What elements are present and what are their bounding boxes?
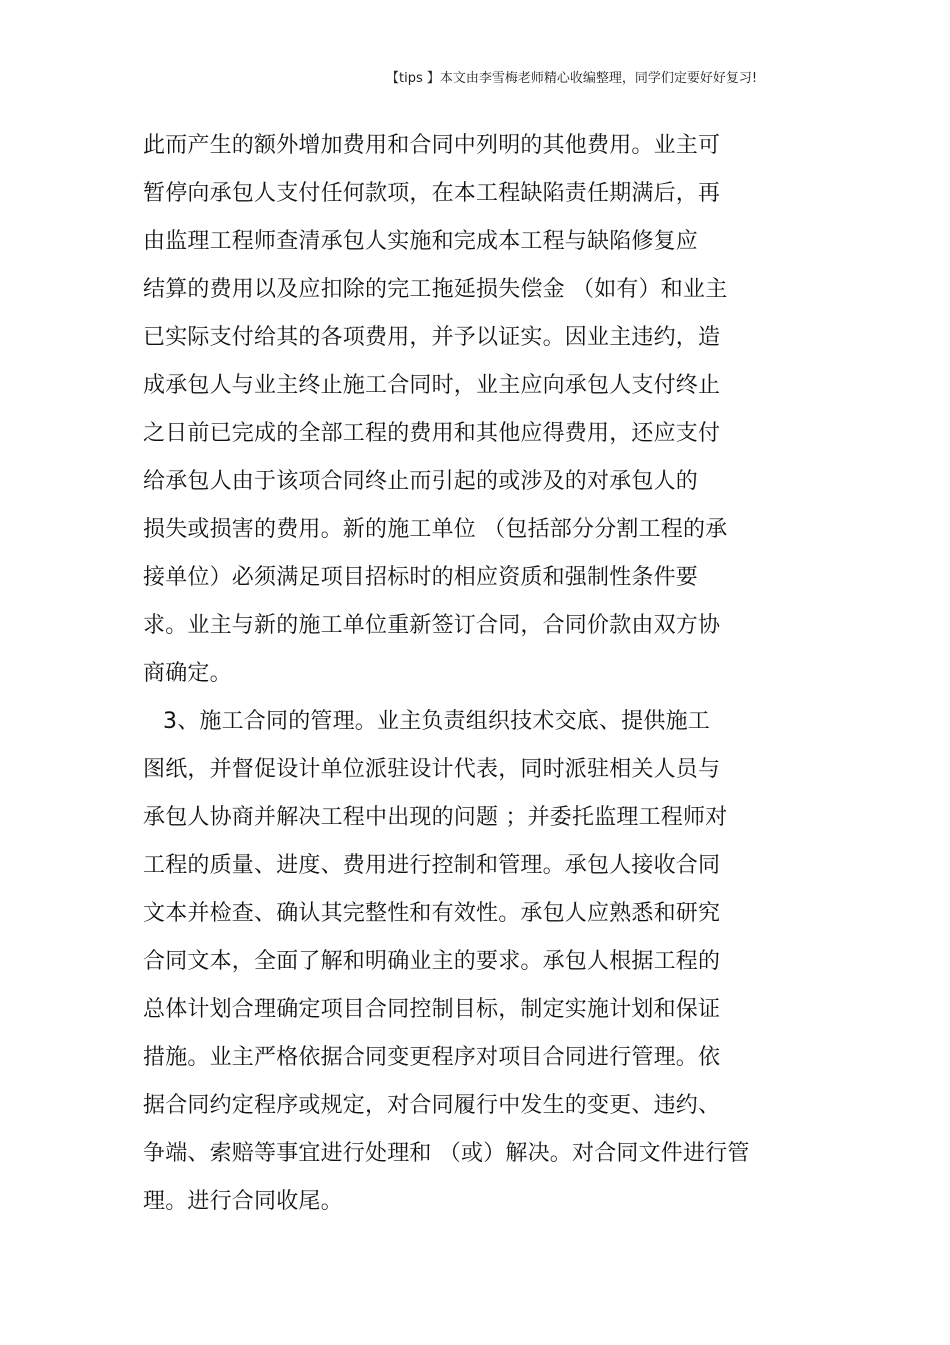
text-line: 已实际支付给其的各项费用，并予以证实。因业主违约，造 [143, 325, 721, 350]
text-line: 据合同约定程序或规定，对合同履行中发生的变更、违约、 [143, 1093, 721, 1118]
text-line: 损失或损害的费用。新的施工单位 （包括部分分割工程的承 [143, 517, 728, 542]
text-line: 争端、索赔等事宜进行处理和 （或）解决。对合同文件进行管 [143, 1141, 750, 1166]
text-line: 理。进行合同收尾。 [143, 1189, 343, 1214]
text-line: 文本并检查、确认其完整性和有效性。承包人应熟悉和研究 [143, 901, 721, 926]
text-line: 暂停向承包人支付任何款项，在本工程缺陷责任期满后，再 [143, 181, 721, 206]
text-line: 结算的费用以及应扣除的完工拖延损失偿金 （如有）和业主 [143, 277, 728, 302]
text-line: 接单位）必须满足项目招标时的相应资质和强制性条件要 [143, 565, 699, 590]
text-line: 承包人协商并解决工程中出现的问题 ；并委托监理工程师对 [143, 805, 728, 830]
text-line: 工程的质量、进度、费用进行控制和管理。承包人接收合同 [143, 853, 721, 878]
header-tip: 【tips 】本文由李雪梅老师精心收编整理，同学们定要好好复习! [386, 71, 758, 86]
document-body [143, 126, 793, 1230]
text-line: 总体计划合理确定项目合同控制目标，制定实施计划和保证 [143, 997, 721, 1022]
text-line: 措施。业主严格依据合同变更程序对项目合同进行管理。依 [143, 1045, 721, 1070]
text-line: 之日前已完成的全部工程的费用和其他应得费用，还应支付 [143, 421, 721, 446]
text-line: 给承包人由于该项合同终止而引起的或涉及的对承包人的 [143, 469, 699, 494]
text-line: 成承包人与业主终止施工合同时，业主应向承包人支付终止 [143, 373, 721, 398]
text-line: 求。业主与新的施工单位重新签订合同，合同价款由双方协 [143, 613, 721, 638]
section-3-first-line: 3、施工合同的管理。业主负责组织技术交底、提供施工 [163, 709, 710, 734]
text-line: 合同文本，全面了解和明确业主的要求。承包人根据工程的 [143, 949, 721, 974]
text-line: 商确定。 [143, 661, 232, 686]
text-line: 由监理工程师查清承包人实施和完成本工程与缺陷修复应 [143, 229, 699, 254]
text-line: 图纸，并督促设计单位派驻设计代表，同时派驻相关人员与 [143, 757, 721, 782]
text-line: 此而产生的额外增加费用和合同中列明的其他费用。业主可 [143, 133, 721, 158]
